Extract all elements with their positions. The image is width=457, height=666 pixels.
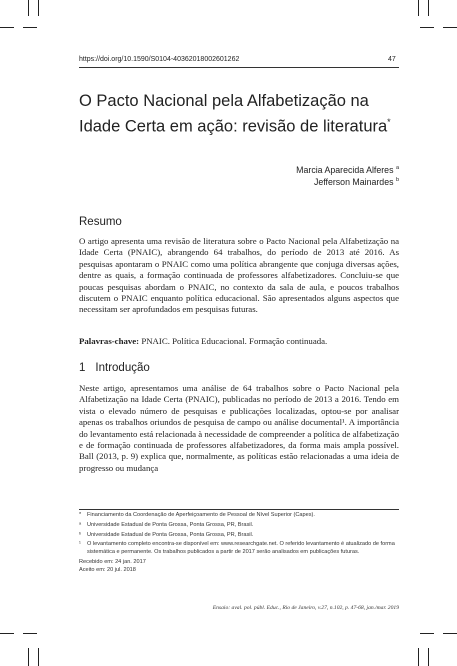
article-title — [79, 91, 409, 137]
crop-mark — [28, 0, 29, 16]
author-name: Marcia Aparecida Alferes — [296, 165, 394, 175]
crop-mark — [418, 0, 419, 16]
crop-mark — [428, 0, 429, 16]
crop-mark — [23, 633, 37, 634]
doi-link[interactable]: https://doi.org/10.1590/S0104-40362018002601262 — [79, 56, 240, 63]
footnote — [79, 541, 401, 557]
accepted-date: Aceito em: 20 jul. 2018 — [79, 566, 136, 573]
footnote-rule — [79, 509, 399, 510]
author-2 — [314, 177, 399, 187]
page-number: 47 — [388, 56, 396, 63]
crop-mark — [418, 648, 419, 666]
title-footnote-marker: * — [387, 116, 391, 127]
header-rule — [79, 67, 399, 68]
footnote — [79, 522, 401, 530]
introduction-text: Neste artigo, apresentamos uma análise de 64 trabalhos sobre o Pacto Nacional pela Alfabetização na Idade Certa (PNAIC), publicadas no período de 2013 a 2016. Tendo em vista o elevado número de pesquisas e publicações localizadas, optou-se por analisar apenas os trabalhos oriundos de pesquisa de campo ou análise documental¹. A importância do levantamento está relacionada à necessidade de compreender a política de alfabetização e de formação continuada de professores alfabetizadores, da forma mais ampla possível. Ball (2013, p. 9) explica que, normalmente, as políticas estão relacionadas a uma ideia de progresso ou mudança — [79, 383, 399, 473]
author-name: Jefferson Mainardes — [313, 177, 394, 187]
footnote-marker: * — [79, 512, 82, 518]
footnote-text: O levantamento completo encontra-se disponível em: www.researchgate.net. O referido levantamento é atualizado de forma sistemática e permanente. Os trabalhos publicados a partir de 2017 serão analisados em publicações futuras. — [87, 541, 395, 556]
crop-mark — [428, 648, 429, 666]
footnote-marker: ¹ — [79, 541, 81, 548]
footnote — [79, 532, 401, 540]
footnote-marker: ᵇ — [79, 531, 82, 538]
crop-mark — [443, 27, 457, 28]
section-number: 1 — [79, 362, 86, 374]
received-date: Recebido em: 24 jan. 2017 — [79, 558, 146, 565]
keywords-label: Palavras-chave: — [79, 336, 140, 346]
section-title: Introdução — [95, 362, 150, 374]
footnote-text: Universidade Estadual de Ponta Grossa, Ponta Grossa, PR, Brasil. — [87, 531, 254, 538]
crop-mark — [420, 633, 434, 634]
crop-mark — [443, 633, 457, 634]
resumo-heading: Resumo — [79, 216, 122, 228]
footnote-text: Financiamento da Coordenação de Aperfeiçoamento de Pessoal de Nível Superior (Capes). — [87, 512, 315, 518]
crop-mark — [38, 0, 39, 16]
author-affil-marker: a — [395, 165, 399, 172]
journal-citation: Ensaio: aval. pol. públ. Educ., Rio de Janeiro, v.27, n.102, p. 47-68, jan./mar. 2019 — [212, 605, 399, 611]
crop-mark — [28, 648, 29, 666]
footnotes — [79, 512, 401, 575]
keywords-text: PNAIC. Política Educacional. Formação continuada. — [141, 336, 328, 346]
resumo-text: O artigo apresenta uma revisão de literatura sobre o Pacto Nacional pela Alfabetização na Idade Certa (PNAIC), abrangendo 64 trabalhos, do período de 2013 até 2016. As pesquisas apontaram o PNAIC como uma política abrangente que conjuga diversas ações, dentre as quais, a formação continuada de professores alfabetizadores. Concluiu-se que poucas pesquisas abordam o PNAIC, no contexto da sala de aula, e poucos trabalhos discutem o PNAIC enquanto política educacional. São apresentados alguns aspectos que necessitam ser aprofundados em pesquisas futuras. — [79, 236, 399, 315]
crop-mark — [38, 648, 39, 666]
footnote-marker: ᵃ — [79, 521, 82, 528]
article-title-text: O Pacto Nacional pela Alfabetização na Idade Certa em ação: revisão de literatura — [79, 92, 388, 135]
keywords-line — [79, 336, 327, 346]
crop-mark — [420, 27, 434, 28]
introduction-heading — [79, 362, 150, 374]
footnote — [79, 512, 401, 520]
crop-mark — [0, 633, 14, 634]
crop-mark — [23, 27, 37, 28]
author-affil-marker: b — [395, 177, 399, 184]
crop-mark — [0, 27, 14, 28]
author-1 — [296, 165, 399, 175]
footnote-text: Universidade Estadual de Ponta Grossa, Ponta Grossa, PR, Brasil. — [87, 521, 254, 528]
